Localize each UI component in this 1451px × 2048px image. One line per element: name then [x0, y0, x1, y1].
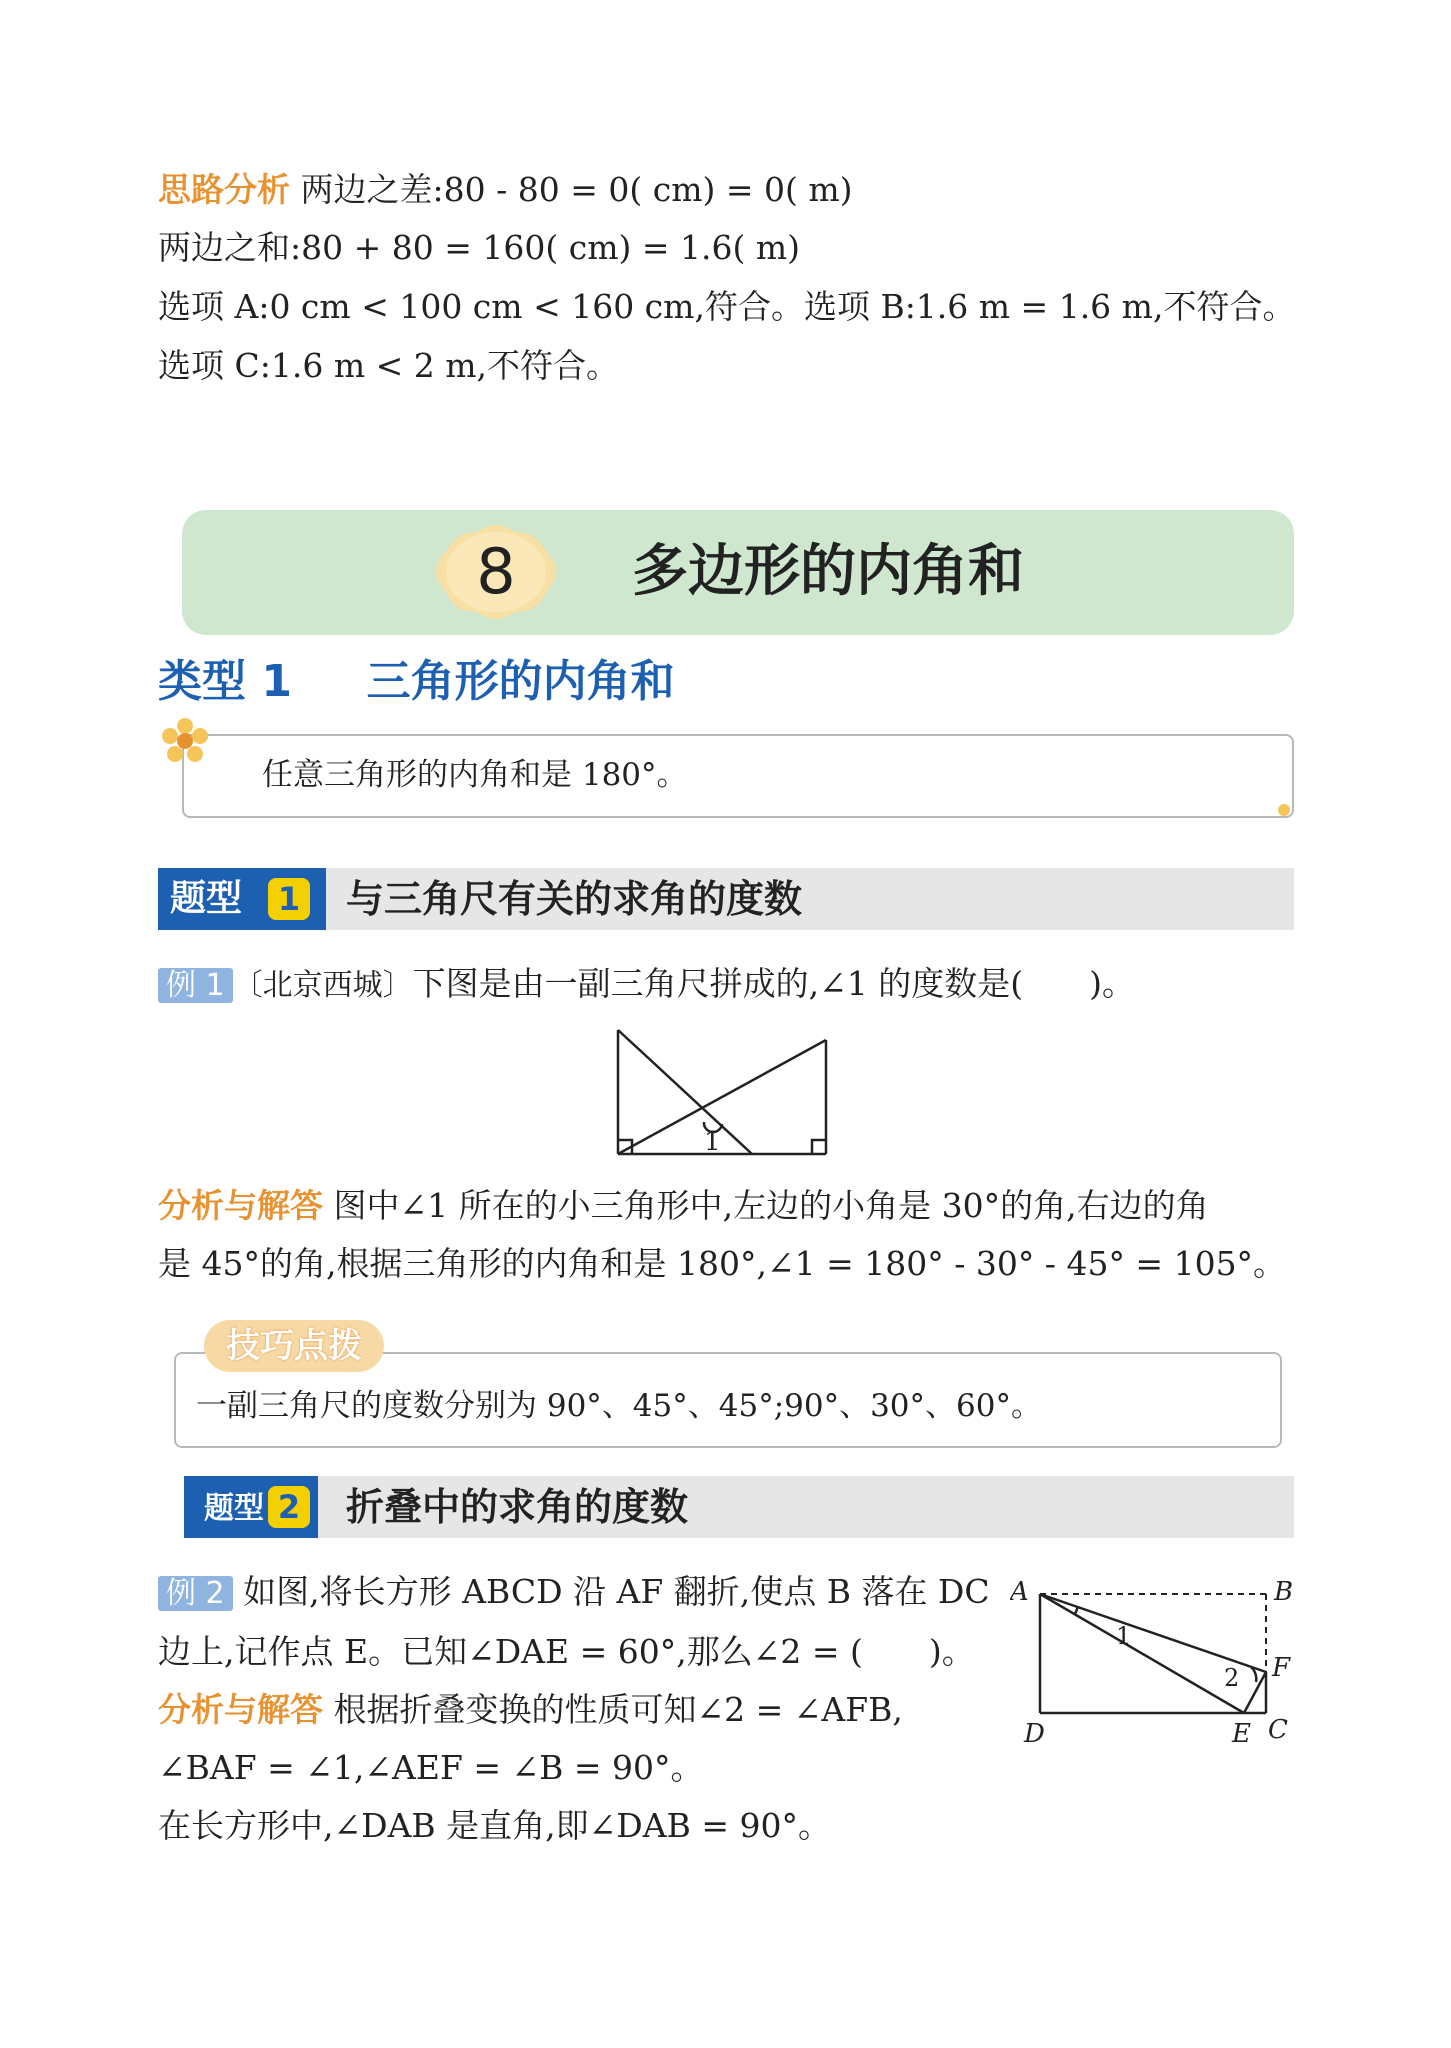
- angle-2-label: 2: [1224, 1664, 1240, 1692]
- label-A: A: [1010, 1577, 1029, 1607]
- prev-analysis-line-2: 两边之和:80 + 80 = 160( cm) = 1.6( m): [158, 228, 801, 267]
- label-C: C: [1268, 1715, 1288, 1745]
- type-heading: [158, 652, 675, 712]
- section-number-1: 1: [268, 878, 310, 920]
- answer-1-line-1: [158, 1186, 1209, 1226]
- label-F: F: [1272, 1653, 1291, 1683]
- example-badge-2: 例 2: [158, 1576, 233, 1611]
- tip-label: 技巧点拨: [204, 1320, 384, 1372]
- small-flower-icon: [1274, 800, 1294, 820]
- flower-icon: [160, 716, 210, 766]
- chapter-title: 多边形的内角和: [632, 539, 1024, 604]
- example-badge-1: 例 1: [158, 968, 233, 1003]
- figure-angle-label: 1: [704, 1127, 721, 1157]
- answer-2-line-2: ∠BAF = ∠1,∠AEF = ∠B = 90°。: [158, 1748, 704, 1787]
- set-square-figure: [610, 1026, 832, 1162]
- section-number-2: 2: [268, 1486, 310, 1528]
- section-title-2: 折叠中的求角的度数: [346, 1485, 689, 1529]
- example-2-text-1: 如图,将长方形 ABCD 沿 AF 翻折,使点 B 落在 DC: [243, 1572, 990, 1611]
- label-B: B: [1274, 1577, 1294, 1607]
- rule-note-text: 任意三角形的内角和是 180°。: [262, 757, 688, 793]
- answer-2-text-1: 根据折叠变换的性质可知∠2 = ∠AFB,: [333, 1690, 903, 1729]
- answer-2-line-3: 在长方形中,∠DAB 是直角,即∠DAB = 90°。: [158, 1806, 831, 1845]
- angle-1-label: 1: [1116, 1622, 1132, 1650]
- section-label-text-2: 题型: [204, 1491, 264, 1526]
- label-E: E: [1232, 1719, 1251, 1748]
- answer-2-label: 分析与解答: [158, 1690, 323, 1729]
- example-source: 〔北京西城〕: [232, 968, 413, 1003]
- type-title: 三角形的内角和: [366, 656, 675, 707]
- example-1-line: [158, 964, 1135, 1006]
- prev-analysis-line-1: [158, 170, 853, 210]
- prev-analysis-line-3: 选项 A:0 cm < 100 cm < 160 cm,符合。选项 B:1.6 m = 1.6 m,不符合。: [158, 287, 1296, 326]
- analysis-text: 两边之差:80 - 80 = 0( cm) = 0( m): [300, 170, 853, 209]
- fold-rectangle-figure: [1010, 1570, 1310, 1748]
- analysis-label: 思路分析: [158, 170, 290, 209]
- section-label-text: 题型: [170, 878, 243, 919]
- example-2-line-1: [158, 1572, 990, 1613]
- answer-1-line-2: 是 45°的角,根据三角形的内角和是 180°,∠1 = 180° - 30° - 45° = 105°。: [158, 1244, 1287, 1283]
- chapter-number: 8: [476, 535, 516, 608]
- label-D: D: [1024, 1719, 1045, 1748]
- example-2-line-2: 边上,记作点 E。已知∠DAE = 60°,那么∠2 = ( )。: [158, 1632, 975, 1671]
- tip-text: 一副三角尺的度数分别为 90°、45°、45°;90°、30°、60°。: [196, 1388, 1042, 1424]
- answer-label: 分析与解答: [158, 1186, 323, 1225]
- answer-2-line-1: [158, 1690, 903, 1730]
- type-label: 类型 1: [158, 656, 292, 707]
- section-title-1: 与三角尺有关的求角的度数: [346, 877, 803, 921]
- example-question: 下图是由一副三角尺拼成的,∠1 的度数是( )。: [412, 964, 1136, 1003]
- answer-text: 图中∠1 所在的小三角形中,左边的小角是 30°的角,右边的角: [333, 1186, 1209, 1225]
- prev-analysis-line-4: 选项 C:1.6 m < 2 m,不符合。: [158, 346, 620, 385]
